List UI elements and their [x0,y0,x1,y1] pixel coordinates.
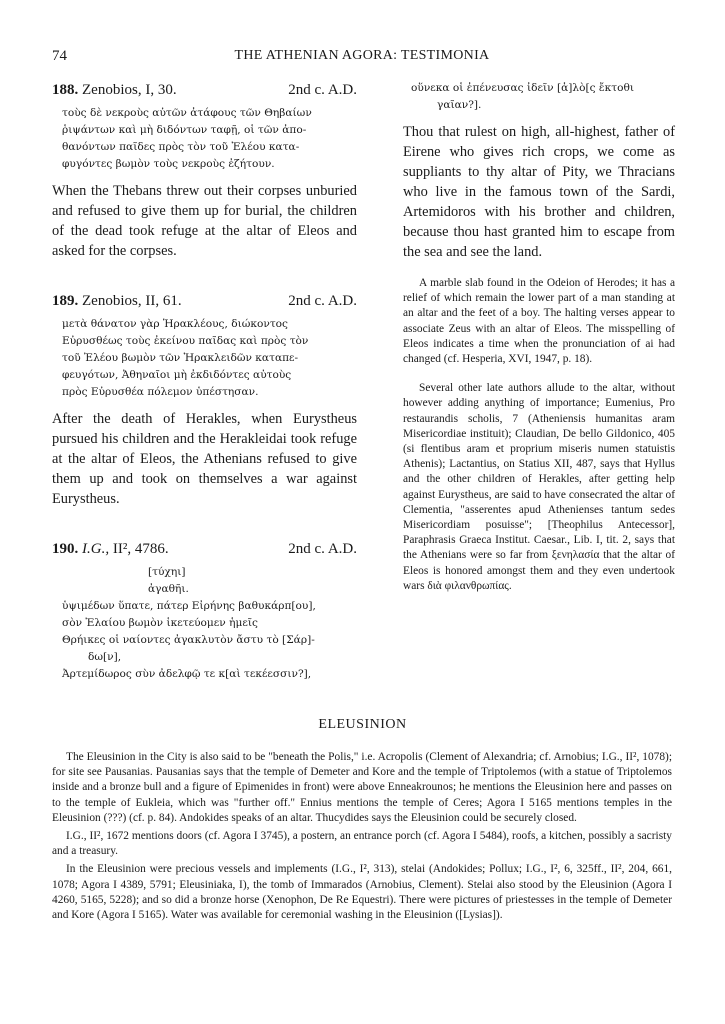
greek-line: θανόντων παῖδες πρὸς τὸν τοῦ Ἐλέου κατα- [62,141,300,153]
greek-line: σὸν Ἐλαίου βωμὸν ἱκετεύομεν ἡμεῖς [62,617,258,629]
page-header [52,48,672,68]
entry-date: 2nd c. A.D. [288,293,357,309]
greek-line: [τύχηι] [148,566,186,578]
entry-date: 2nd c. A.D. [288,541,357,557]
commentary-note: Several other late authors allude to the altar, without however adding anything of importance; Eumenius, Pro restaurandis scholis, 7 (Atheniensis humanitas aram Misericordiae instituit); Claudian, De bello Gildonico, 405 (si flentibus aram et proprium miseris numen statuistis Athenis); Lactantius, on Statius XII, 487, says that Hyllus and the other children of Herakles, after getting help against Eurystheus, are said to have consecrated the altar of Clementia, "asserentes apud Athenienses tantum sedes Misericordiam posuisse"; [Theophilus Antecessor], Paraphrasis Graeca Institut. Caesar., Lib. I, tit. 2, says that the Athenians were so far from ξενηλασία that the altar of Eleos is honored amongst them and they even undertook wars διὰ φιλανθρωπίας. [403,382,675,592]
entry-189 [52,291,357,509]
section-title: ELEUSINION [318,717,407,732]
greek-text [52,105,357,173]
greek-line: οὕνεκα οἱ ἐπένευσας ἰδεῖν [ἁ]λὸ[ς ἔκτοθι [411,82,634,94]
entry-188 [52,80,357,261]
translation: Thou that rulest on high, all-highest, father of Eirene who gives rich crops, we come as suppliants to thy altar of Pity, we Thracians who live in the famous town of the Sardi, Artemidoros with his brother and children, because thou hast granted him to escape from the sea and see the land. [403,124,675,260]
greek-line: πρὸς Εὐρυσθέα πόλεμον ὑπέστησαν. [62,386,259,398]
greek-line: τοῦ Ἐλέου βωμὸν τῶν Ἡρακλειδῶν καταπε- [62,352,299,364]
greek-text [52,564,357,683]
entry-heading [52,80,357,101]
page-number: 74 [52,48,67,64]
paragraph: I.G., II², 1672 mentions doors (cf. Agora I 3745), a postern, an entrance porch (cf. Agora I 5484), roofs, a kitchen, possibly a sacristy and a treasury. [52,830,672,858]
entry-number: 189. [52,293,79,309]
greek-line: τοὺς δὲ νεκροὺς αὐτῶν ἀτάφους τῶν Θηβαίων [62,107,312,119]
entry-source: Zenobios, II, 61. [82,293,182,309]
greek-line: γαῖαν?]. [437,99,482,111]
greek-line: Ἀρτεμίδωρος σὺν ἀδελφῷ τε κ[αὶ τεκέεσσιν?], [62,668,312,680]
entry-source: II², 4786. [109,541,169,557]
right-column [403,80,675,594]
greek-line: δω[ν], [88,651,122,663]
section-body [52,750,672,926]
paragraph: In the Eleusinion were precious vessels and implements (I.G., I², 313), stelai (Andokides; Pollux; I.G., I², 6, 325ff., II², 204, 661, 1078; Agora I 4389, 5791; Eleusiniaka, I), the tomb of Immarados (Arnobius, Clement). Stelai also stood by the Eleusinion (Agora I 4260, 5165, 5228); and so did a bronze horse (Xenophon, De Re Equestri). There were pictures of priestesses in the temple of Demeter and Kore (Agora I 5165). Water was available for ceremonial washing in the Eleusinion ([Lysias]). [52,863,672,922]
entry-date: 2nd c. A.D. [288,82,357,98]
entry-number: 190. [52,541,79,557]
entry-heading [52,539,357,560]
running-title: THE ATHENIAN AGORA: TESTIMONIA [234,48,490,63]
greek-text [52,316,357,401]
paragraph: The Eleusinion in the City is also said to be "beneath the Polis," i.e. Acropolis (Clement of Alexandria; cf. Arnobius; I.G., II², 1078); for site see Pausanias. Pausanias says that the temple of Demeter and Kore and the temple of Triptolemos (with a statue of Triptolemos inside and a bronze bull and a figure of Epimenides in front) were above Enneakrounos; he mentions the Eleusinion here and passes on to the temple of Eukleia, which was "further off." Ennius mentions the temple of Ceres; Agora I 5165 mentions temples in the Eleusinion (???) (cf. p. 84). Andokides speaks of an altar. Thucydides says the Eleusinion could be securely closed. [52,751,672,824]
greek-line: φυγόντες βωμὸν τοὺς νεκροὺς ἐζήτουν. [62,158,275,170]
greek-line: Εὐρυσθέως τοὺς ἐκείνου παῖδας καὶ πρὸς τὸν [62,335,309,347]
greek-text [403,80,675,114]
entry-heading [52,291,357,312]
greek-line: ἀγαθῆι. [148,583,189,595]
entry-number: 188. [52,82,79,98]
translation: After the death of Herakles, when Eurystheus pursued his children and the Herakleidai took refuge at the altar of Eleos, the Athenians refused to give them up and took on themselves a war against Eurystheus. [52,411,357,507]
translation: When the Thebans threw out their corpses unburied and refused to give them up for burial, the children of the dead took refuge at the altar of Eleos and asked for the corpses. [52,183,357,259]
commentary-note: A marble slab found in the Odeion of Herodes; it has a relief of which remain the lower part of a man standing at an altar and the feet of a boy. The halting verses appear to associate Zeus with an altar of Eleos. The misspelling of Eleos indicates a time when the pronunciation of ai had changed (cf. Hesperia, XVI, 1947, p. 18). [403,277,675,366]
left-column [52,80,357,713]
greek-line: Θρήικες οἱ ναίοντες ἀγακλυτὸν ἄστυ τὸ [Σάρ]- [62,634,315,646]
entry-190 [52,539,357,683]
greek-line: ῥιψάντων καὶ μὴ διδόντων ταφῇ, οἱ τῶν ἀπο- [62,124,307,136]
greek-line: μετὰ θάνατον γὰρ Ἡρακλέους, διώκοντος [62,318,288,330]
entry-source-italic: I.G., [82,541,110,557]
entry-source: Zenobios, I, 30. [82,82,177,98]
greek-line: φευγότων, Ἀθηναῖοι μὴ ἐκδιδόντες αὐτοὺς [62,369,292,381]
greek-line: ὑψιμέδων ὕπατε, πάτερ Εἰρήνης βαθυκάρπ[ου], [62,600,316,612]
